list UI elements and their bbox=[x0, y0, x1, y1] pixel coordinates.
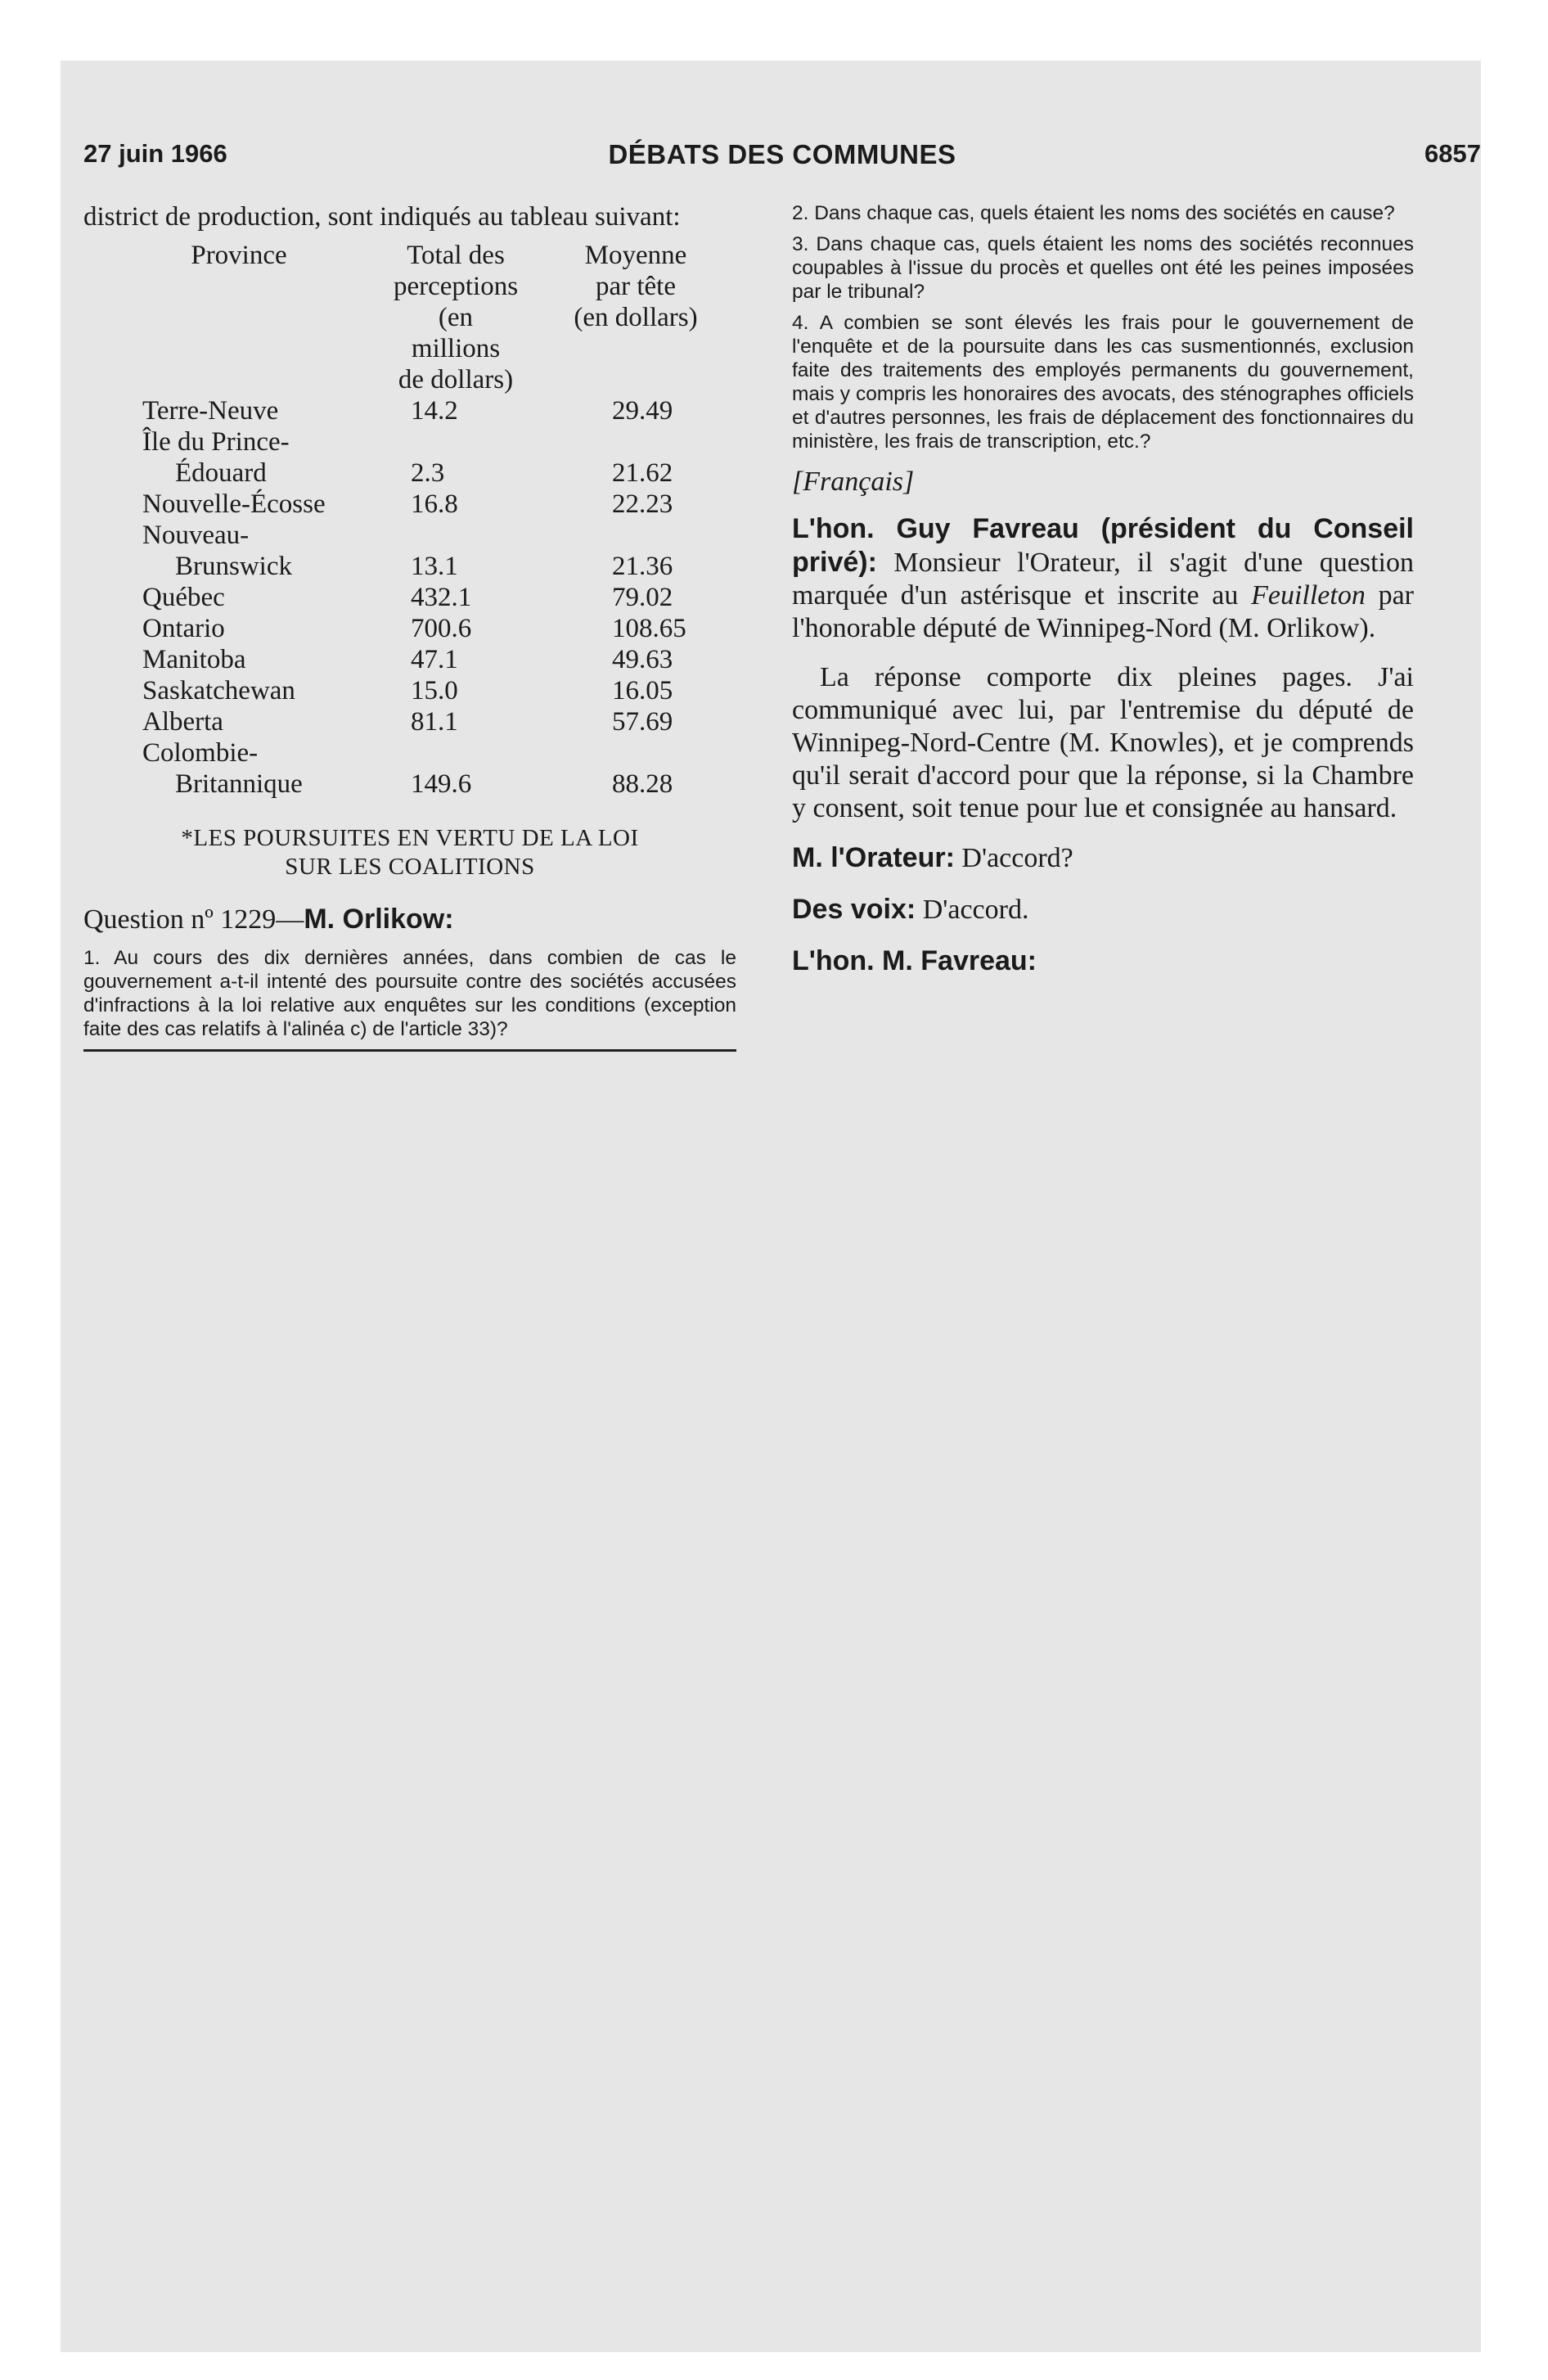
cell-total: 81.1 bbox=[411, 707, 458, 737]
cell-province-line: Édouard bbox=[175, 458, 267, 488]
speaker-favreau: L'hon. Guy Favreau (président du Conseil privé): bbox=[792, 513, 1414, 578]
question-author: M. Orlikow: bbox=[304, 904, 454, 935]
cell-total: 47.1 bbox=[411, 645, 458, 674]
speech-favreau-3 bbox=[792, 944, 1414, 978]
cell-province: Nouvelle-Écosse bbox=[142, 489, 326, 519]
page-header bbox=[83, 139, 1481, 174]
speech-favreau-2: La réponse comporte dix pleines pages. J'ai communiqué avec lui, par l'entremise du député de Winnipeg-Nord-Centre (M. Knowles), et je comprends qu'il serait d'accord pour que la réponse, si la Chambre y consent, soit tenue pour lue et consignée au hansard. bbox=[792, 662, 1414, 823]
header-total-line: Total des bbox=[407, 241, 505, 270]
header-average bbox=[550, 240, 722, 395]
table-row bbox=[83, 520, 722, 582]
table-row bbox=[83, 582, 722, 613]
header-title: DÉBATS DES COMMUNES bbox=[608, 139, 956, 169]
speech-text: par l'honorable député de Winnipeg-Nord (M. Orlikow). bbox=[792, 580, 1414, 643]
table-row bbox=[83, 737, 722, 800]
cell-province bbox=[83, 426, 362, 489]
speech-favreau bbox=[792, 512, 1414, 645]
cell-total: 700.6 bbox=[411, 614, 472, 643]
cell-average: 88.28 bbox=[612, 769, 673, 799]
column-end-rule bbox=[83, 1049, 736, 1052]
cell-province: Saskatchewan bbox=[142, 676, 295, 705]
table-header-row bbox=[83, 240, 722, 395]
header-page-number: 6857 bbox=[1424, 139, 1481, 168]
left-column bbox=[83, 201, 736, 1052]
cell-total: 2.3 bbox=[411, 458, 445, 488]
question-heading bbox=[83, 903, 736, 936]
speaker-orateur: M. l'Orateur: bbox=[792, 842, 955, 873]
table-row bbox=[83, 644, 722, 675]
question-label: Question nº 1229— bbox=[83, 904, 304, 935]
speech-text: D'accord? bbox=[954, 843, 1073, 873]
header-average-line: Moyenne bbox=[584, 241, 687, 270]
cell-province: Alberta bbox=[142, 707, 223, 737]
section-title bbox=[83, 824, 736, 881]
cell-total: 13.1 bbox=[411, 552, 458, 581]
table-row bbox=[83, 675, 722, 706]
cell-average: 16.05 bbox=[612, 676, 673, 705]
table-row bbox=[83, 395, 722, 426]
cell-average: 79.02 bbox=[612, 583, 673, 612]
table-row bbox=[83, 613, 722, 644]
question-part-2: 2. Dans chaque cas, quels étaient les noms des sociétés en cause? bbox=[792, 202, 1395, 224]
table-row bbox=[83, 489, 722, 520]
cell-province: Manitoba bbox=[142, 645, 246, 674]
speaker-voices: Des voix: bbox=[792, 894, 916, 925]
cell-total: 14.2 bbox=[411, 396, 458, 426]
question-part-1: 1. Au cours des dix dernières années, dans combien de cas le gouvernement a-t-il intenté des poursuite contre des sociétés accusées d'infractions à la loi relative aux enquêtes sur les conditions (exception faite des cas relatifs à l'alinéa c) de l'article 33)? bbox=[83, 947, 736, 1040]
header-total-line: perceptions bbox=[393, 272, 519, 301]
cell-province-line: Brunswick bbox=[175, 552, 292, 581]
section-title-line: SUR LES COALITIONS bbox=[285, 854, 535, 880]
speech-text: Monsieur l'Orateur, il s'agit d'une question marquée d'un astérisque et inscrite au bbox=[792, 548, 1414, 611]
cell-province bbox=[83, 737, 362, 800]
header-total-line: (en bbox=[438, 303, 474, 332]
header-total-line: de dollars) bbox=[398, 365, 514, 394]
cell-province-line: Britannique bbox=[175, 769, 303, 799]
speech-text: D'accord. bbox=[916, 895, 1029, 925]
language-tag: [Français] bbox=[792, 467, 915, 497]
cell-total: 16.8 bbox=[411, 489, 458, 519]
cell-province: Québec bbox=[142, 583, 225, 612]
header-date: 27 juin 1966 bbox=[83, 139, 227, 168]
cell-province-line: Nouveau- bbox=[142, 521, 250, 550]
cell-average: 108.65 bbox=[612, 614, 686, 643]
cell-average: 29.49 bbox=[612, 396, 673, 426]
cell-total: 149.6 bbox=[411, 769, 472, 799]
speech-italic: Feuilleton bbox=[1251, 580, 1366, 611]
cell-province: Terre-Neuve bbox=[142, 396, 279, 426]
header-average-line: par tête bbox=[595, 272, 677, 301]
cell-average: 49.63 bbox=[612, 645, 673, 674]
cell-total: 15.0 bbox=[411, 676, 458, 705]
section-title-line: *LES POURSUITES EN VERTU DE LA LOI bbox=[181, 825, 639, 851]
intro-text: district de production, sont indiqués au tableau suivant: bbox=[83, 202, 681, 232]
speaker-favreau-2: L'hon. M. Favreau: bbox=[792, 945, 1037, 976]
question-part-3: 3. Dans chaque cas, quels étaient les noms des sociétés reconnues coupables à l'issue du procès et quelles ont été les peines imposées par le tribunal? bbox=[792, 233, 1414, 303]
header-total bbox=[362, 240, 550, 395]
header-province: Province bbox=[191, 241, 287, 270]
table-row bbox=[83, 426, 722, 489]
speech-voices bbox=[792, 893, 1414, 926]
cell-province-line: Colombie- bbox=[142, 738, 259, 768]
cell-province: Ontario bbox=[142, 614, 225, 643]
cell-average: 21.36 bbox=[612, 552, 673, 581]
cell-average: 22.23 bbox=[612, 489, 673, 519]
cell-average: 21.62 bbox=[612, 458, 673, 488]
speech-orateur bbox=[792, 841, 1414, 875]
header-average-line: (en dollars) bbox=[574, 303, 698, 332]
cell-province-line: Île du Prince- bbox=[142, 427, 290, 457]
table-row bbox=[83, 706, 722, 737]
cell-average: 57.69 bbox=[612, 707, 673, 737]
province-table bbox=[83, 240, 722, 800]
cell-total: 432.1 bbox=[411, 583, 472, 612]
cell-province bbox=[83, 520, 362, 582]
header-total-line: millions bbox=[411, 334, 501, 363]
right-column bbox=[792, 201, 1414, 996]
question-part-4: 4. A combien se sont élevés les frais pour le gouvernement de l'enquête et de la poursuite dans les cas susmentionnés, exclusion faite des traitements des employés permanents du gouvernement, mais y compris les honoraires des avocats, des sténographes officiels et d'autres personnes, les frais de déplacement des fonctionnaires du ministère, les frais de transcription, etc.? bbox=[792, 312, 1414, 453]
